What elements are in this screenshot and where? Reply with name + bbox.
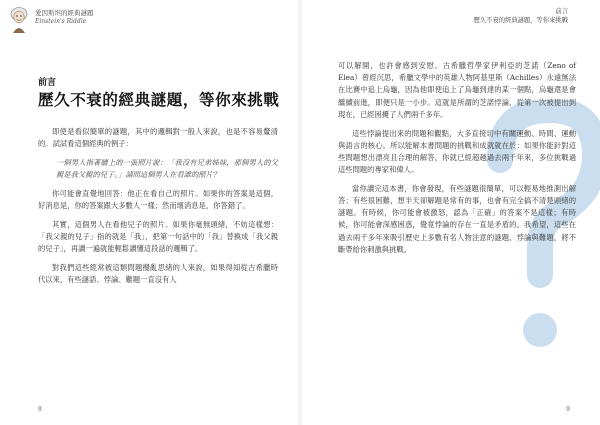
paragraph: 當你讀完這本書，你會發現，有些謎題很簡單，可以輕易地推測出解答；有些很困難，想半天卻解題是常有的事，也會有完全搞不清楚頭緒的謎題。有時候，你可能會被激怒，認為「正確」的答案不是這樣；有時候，你可能會深感困惑，覺竟悖論的存在一直是矛盾的。我希望，這些在過去兩千多年來吸引歷史上多數有名人物注意的謎題、悖論與難題，將不斷帶給你刺激與挑戰。 — [338, 183, 576, 254]
paragraph: 這些悖論提出來的問題和觀點，大多直接切中有關運動、時間、運動與語言的核心。所以能解本書問題的挑戰和成就就在於：如果你能針對這些問題想出漂亮且合理的解答，你就已經超越過去兩千年來，多位挑戰過這些問題的專家和偉人。 — [338, 128, 576, 175]
running-header-left — [8, 6, 128, 34]
running-header-right — [474, 8, 568, 25]
right-body-text — [338, 60, 576, 263]
paragraph: 可以解開，也許會感到安慰。古希臘哲學家伊利亞的芝諾（Zeno of Elea）曾經沉思，希臘文學中的英雄人物阿基里斯（Achilles）永遠無法在比賽中追上烏龜，因為他即使追上了烏龜到達的某一個點，烏龜還是會繼續前進，即便只是一小步。這就是所謂的芝諾悖論，從第一次被提出到現在，已經困擾了人們兩千多年。 — [338, 61, 576, 119]
paragraph: 你可能會直覺地回答：他正在看自己的照片。如果你的答案是這個，好消息是，你的答案跟大多數人一樣；然而壞消息是，你答錯了。 — [38, 188, 278, 211]
paragraph: 即使是看似簡單的謎題，其中的邏輯對一般人來說，也是不容易釐清的。試試看這個經典的例子： — [38, 127, 278, 149]
header-section: 前言 — [555, 8, 568, 15]
book-gutter — [296, 0, 304, 425]
page-number-right: 9 — [566, 406, 570, 413]
einstein-caricature-icon — [8, 6, 30, 34]
riddle-quote: 一個男人指著牆上的一張照片說：「我沒有兄弟姊妹，那個男人的父親是我父親的兒子。」請問這個男人在看誰的照片？ — [56, 157, 278, 180]
page-number-left: 8 — [38, 406, 42, 413]
header-chapter: 歷久不衰的經典謎題，等你來挑戰 — [473, 16, 568, 24]
paragraph: 其實，這個男人在看他兒子的照片。如果你毫無頭緒，不妨這樣想：「我父親的兒子」指的就是「我」，把第一句話中的「我」替換成「我父親的兒子」，再讀一遍就能輕鬆讀懂這段話的邏輯了。 — [38, 219, 278, 254]
book-subtitle: Einstein's Riddle — [35, 18, 87, 25]
left-body-text — [38, 126, 278, 293]
paragraph: 對我們這些經常被這類問題攪亂思緒的人來說，如果得知從古希臘時代以來，有些謎語、悖論、難題一直沒有人 — [38, 262, 278, 285]
section-label: 前言 — [38, 78, 57, 88]
chapter-title: 歷久不衰的經典謎題，等你來挑戰 — [38, 91, 280, 109]
book-title: 愛因斯坦的經典謎題 — [35, 9, 94, 17]
right-page — [300, 0, 600, 425]
